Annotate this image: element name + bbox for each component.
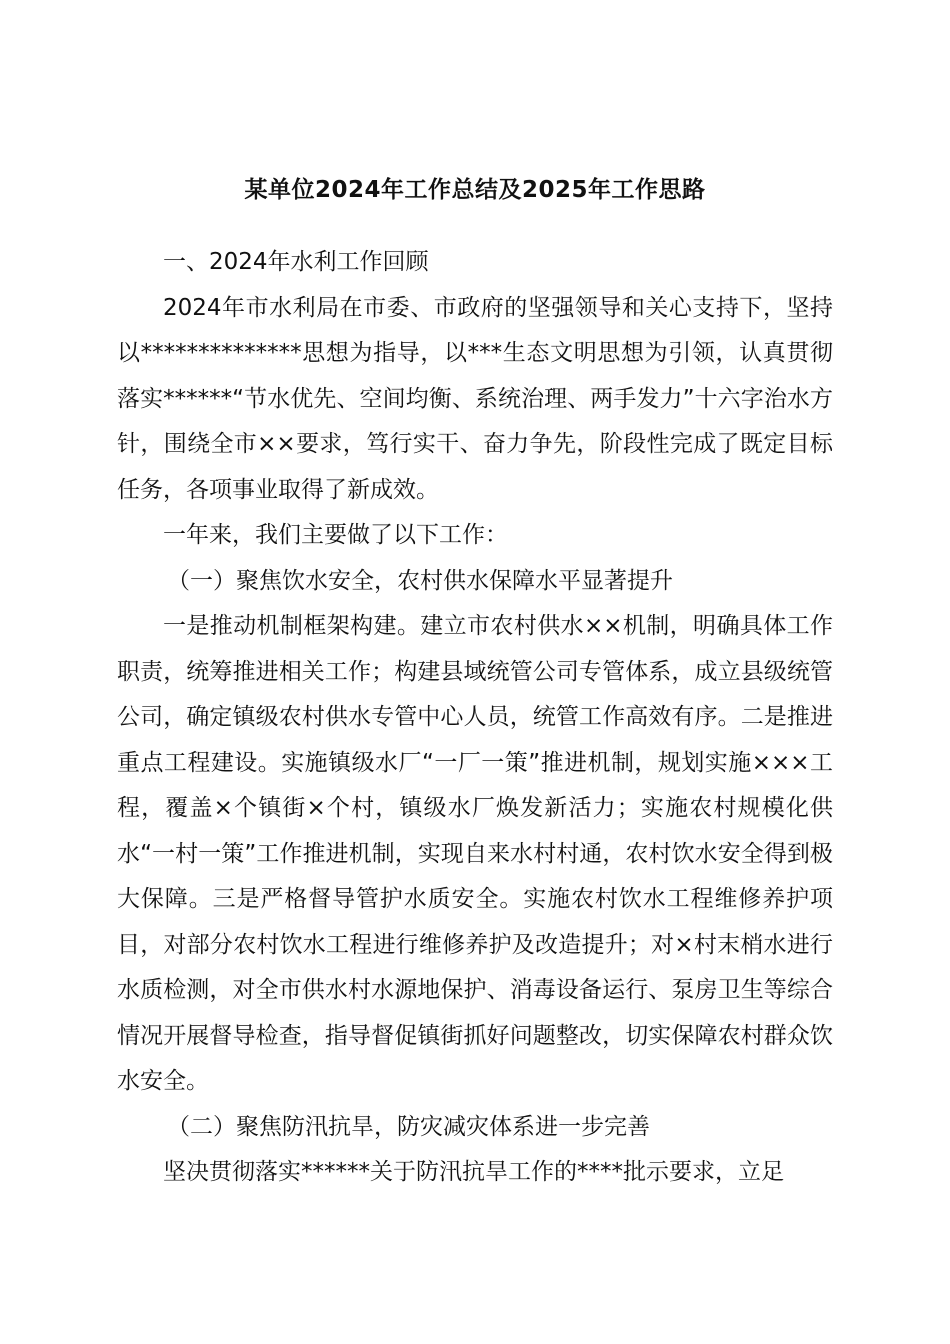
subsection-paragraph-2: 坚决贯彻落实******关于防汛抗旱工作的****批示要求，立足 bbox=[163, 1159, 784, 1185]
subsection-heading-2: （二）聚焦防汛抗旱，防灾减灾体系进一步完善 bbox=[167, 1113, 650, 1140]
intro-paragraph: 2024年市水利局在市委、市政府的坚强领导和关心支持下，坚持以**************思想为指导，以***生态文明思想为引领，认真贯彻落实******“节水优先、空间均衡、系统治理、两手发力”十六字治水方针，围绕全市××要求，笃行实干、奋力争先，阶段性完成了既定目标任务，各项事业取得了新成效。 bbox=[117, 294, 833, 503]
document-title: 某单位2024年工作总结及2025年工作思路 bbox=[244, 177, 706, 203]
section-heading: 一、2024年水利工作回顾 bbox=[163, 249, 429, 275]
subsection-paragraph-1: 一是推动机制框架构建。建立市农村供水××机制，明确具体工作职责，统筹推进相关工作；构建县域统管公司专管体系，成立县级统管公司，确定镇级农村供水专管中心人员，统管工作高效有序。二是推进重点工程建设。实施镇级水厂“一厂一策”推进机制，规划实施×××工程，覆盖×个镇街×个村，镇级水厂焕发新活力；实施农村规模化供水“一村一策”工作推进机制，实现自来水村村通，农村饮水安全得到极大保障。三是严格督导管护水质安全。实施农村饮水工程维修养护项目，对部分农村饮水工程进行维修养护及改造提升；对×村末梢水进行水质检测，对全市供水村水源地保护、消毒设备运行、泵房卫生等综合情况开展督导检查，指导督促镇街抓好问题整改，切实保障农村群众饮水安全。 bbox=[117, 613, 833, 1094]
subsection-heading-1: （一）聚焦饮水安全，农村供水保障水平显著提升 bbox=[167, 567, 673, 594]
work-intro: 一年来，我们主要做了以下工作： bbox=[163, 522, 508, 548]
document-body bbox=[117, 240, 833, 1196]
